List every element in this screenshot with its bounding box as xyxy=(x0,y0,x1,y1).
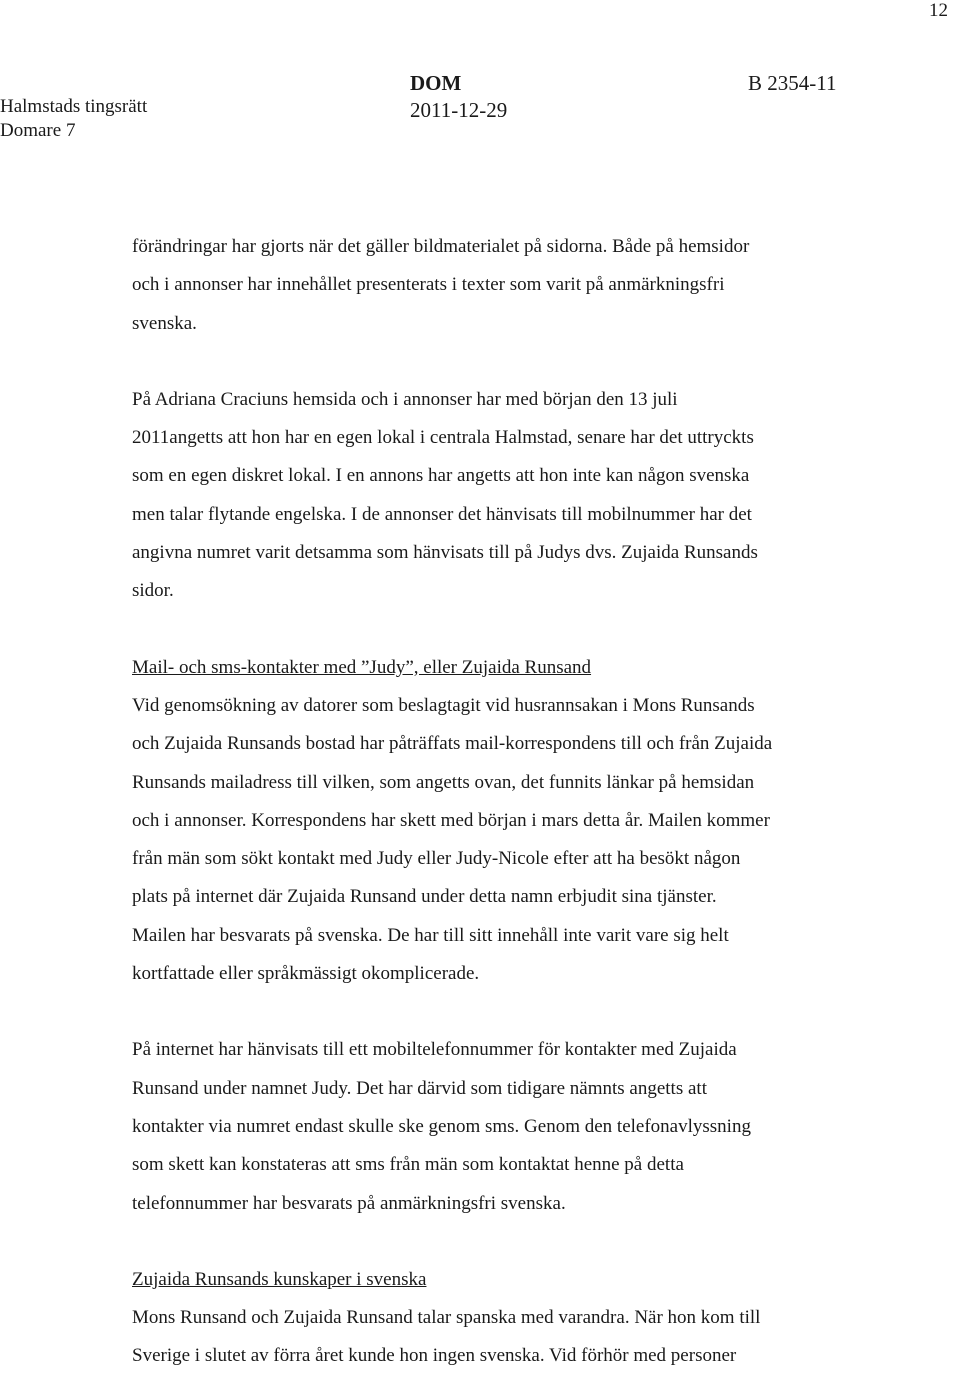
paragraph-1 xyxy=(132,228,922,343)
document-type: DOM xyxy=(410,71,462,95)
text-line: angivna numret varit detsamma som hänvisats till på Judys dvs. Zujaida Runsands xyxy=(132,542,758,564)
text-line: Runsand under namnet Judy. Det har därvid som tidigare nämnts angetts att xyxy=(132,1077,707,1099)
text-line: från män som sökt kontakt med Judy eller Judy-Nicole efter att ha besökt någon xyxy=(132,848,741,870)
text-line: och i annonser har innehållet presenterats i texter som varit på anmärkningsfri xyxy=(132,274,725,296)
paragraph-5 xyxy=(132,1299,922,1376)
paragraph-2 xyxy=(132,381,922,611)
section-heading-mail: Mail- och sms-kontakter med ”Judy”, eller Zujaida Runsand xyxy=(132,656,592,678)
text-line: Sverige i slutet av förra året kunde hon ingen svenska. Vid förhör med personer xyxy=(132,1345,737,1367)
page-number: 12 xyxy=(929,0,948,21)
text-line: plats på internet där Zujaida Runsand under detta namn erbjudit sina tjänster. xyxy=(132,886,717,908)
text-line: sidor. xyxy=(132,580,174,602)
text-line: förändringar har gjorts när det gäller bildmaterialet på sidorna. Både på hemsidor xyxy=(132,236,750,257)
document-body xyxy=(132,228,922,1376)
case-number: B 2354-11 xyxy=(748,71,837,95)
text-line: som en egen diskret lokal. I en annons har angetts att hon inte kan någon svenska xyxy=(132,465,750,487)
text-line: svenska. xyxy=(132,312,197,334)
court-name: Halmstads tingsrätt xyxy=(0,96,148,117)
text-line: Runsands mailadress till vilken, som angetts ovan, det funnits länkar på hemsidan xyxy=(132,771,755,793)
text-line: och i annonser. Korrespondens har skett med början i mars detta år. Mailen kommer xyxy=(132,809,770,831)
document-date: 2011-12-29 xyxy=(410,98,508,122)
text-line: telefonnummer har besvarats på anmärkningsfri svenska. xyxy=(132,1192,566,1214)
section-heading-swedish: Zujaida Runsands kunskaper i svenska xyxy=(132,1268,427,1290)
judge-label: Domare 7 xyxy=(0,120,76,141)
text-line: Vid genomsökning av datorer som beslagtagit vid husrannsakan i Mons Runsands xyxy=(132,694,755,716)
text-line: Mons Runsand och Zujaida Runsand talar spanska med varandra. När hon kom till xyxy=(132,1307,761,1329)
text-line: På internet har hänvisats till ett mobiltelefonnummer för kontakter med Zujaida xyxy=(132,1039,737,1061)
text-line: som skett kan konstateras att sms från män som kontaktat henne på detta xyxy=(132,1154,684,1176)
text-line: Mailen har besvarats på svenska. De har till sitt innehåll inte varit vare sig helt xyxy=(132,924,729,946)
paragraph-3 xyxy=(132,687,922,993)
text-line: och Zujaida Runsands bostad har påträffats mail-korrespondens till och från Zujaida xyxy=(132,733,773,755)
text-line: 2011angetts att hon har en egen lokal i centrala Halmstad, senare har det uttryckts xyxy=(132,427,754,449)
text-line: men talar flytande engelska. I de annonser det hänvisats till mobilnummer har det xyxy=(132,503,752,525)
text-line: kontakter via numret endast skulle ske genom sms. Genom den telefonavlyssning xyxy=(132,1115,751,1137)
text-line: På Adriana Craciuns hemsida och i annonser har med början den 13 juli xyxy=(132,388,678,410)
text-line: kortfattade eller språkmässigt okomplicerade. xyxy=(132,963,480,985)
paragraph-4 xyxy=(132,1031,922,1222)
